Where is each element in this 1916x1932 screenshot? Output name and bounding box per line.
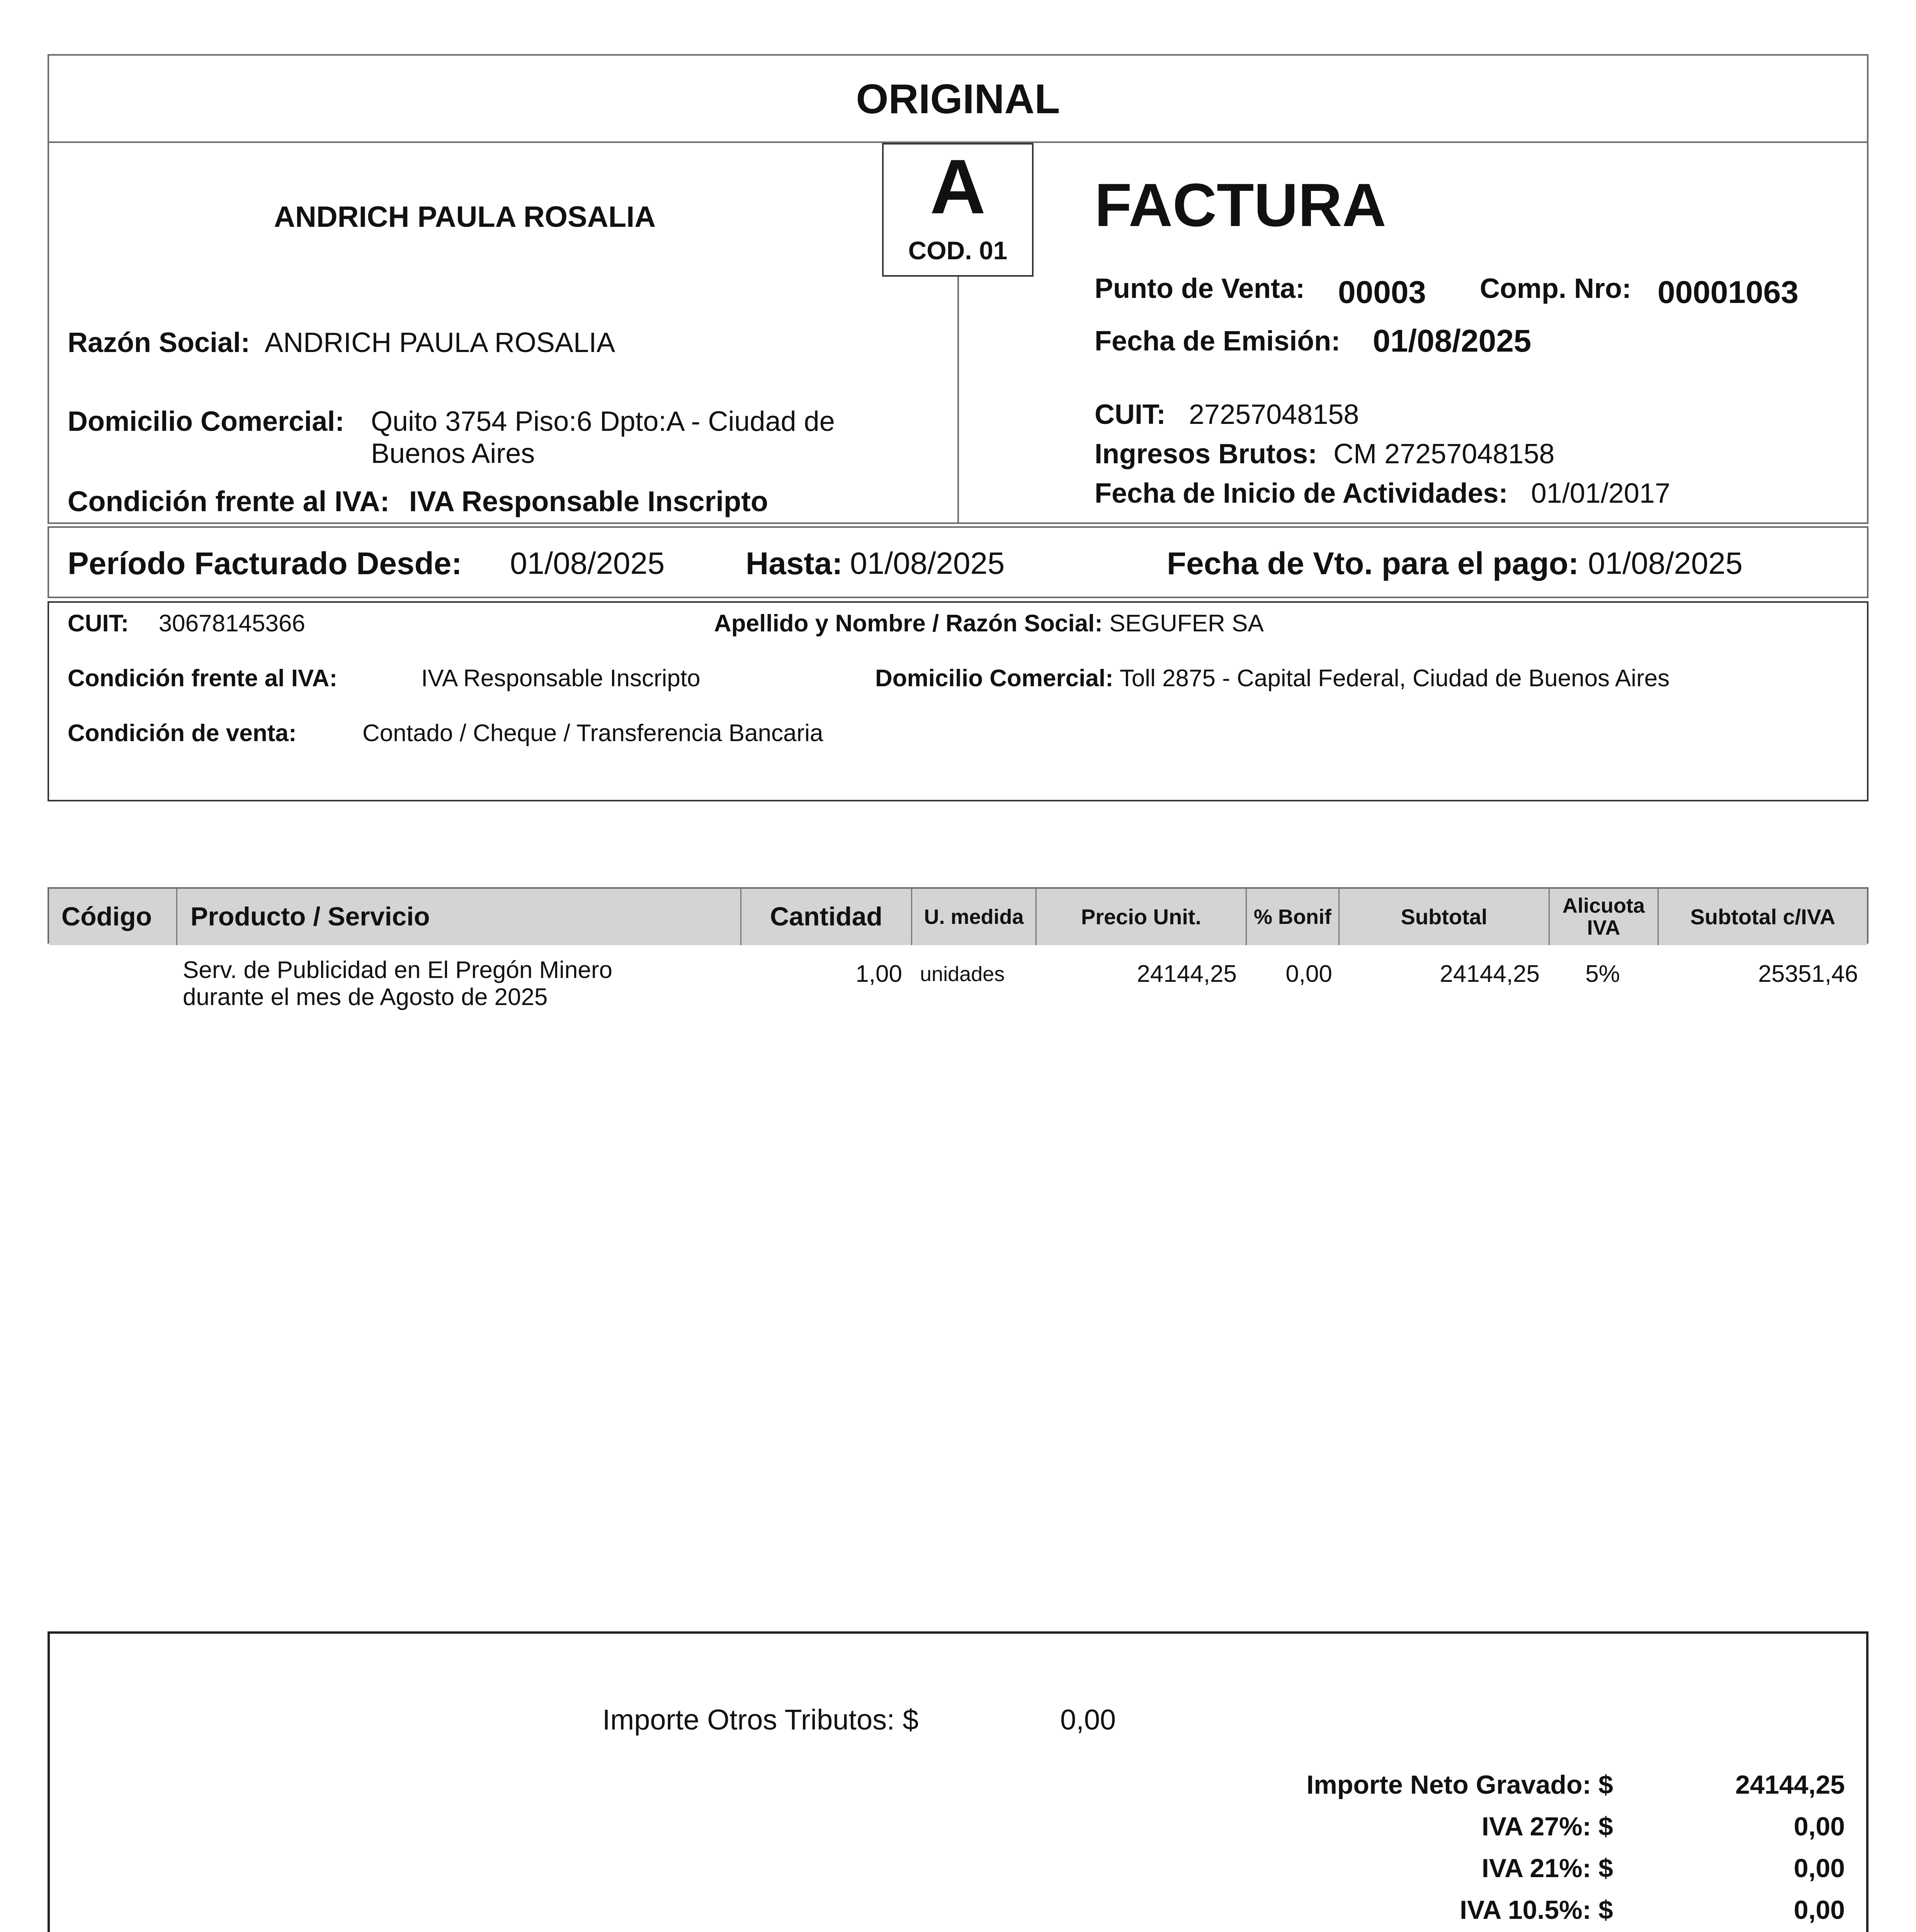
- col-subtotal-iva: Subtotal c/IVA: [1659, 889, 1867, 945]
- inicio-actividades-value: 01/01/2017: [1531, 478, 1671, 509]
- comp-nro-label: Comp. Nro:: [1480, 273, 1631, 304]
- cell-subtotal-iva: 25351,46: [1758, 961, 1858, 987]
- total-label-iva105: IVA 10.5%: $: [1460, 1895, 1613, 1925]
- col-precio: Precio Unit.: [1037, 889, 1247, 945]
- total-value-iva105: 0,00: [1794, 1895, 1845, 1925]
- issuer-razon-social: [68, 327, 615, 359]
- issuer-iva: [68, 485, 768, 518]
- domicilio-line1: Quito 3754 Piso:6 Dpto:A - Ciudad de: [371, 406, 835, 437]
- invoice-cuit-label: CUIT:: [1095, 399, 1166, 430]
- issuer-iva-label: Condición frente al IVA:: [68, 485, 390, 517]
- ingresos-brutos-label: Ingresos Brutos:: [1095, 439, 1318, 469]
- period-hasta-label: Hasta:: [746, 546, 843, 581]
- col-codigo: Código: [49, 889, 177, 945]
- fecha-emision-label: Fecha de Emisión:: [1095, 326, 1341, 357]
- col-alicuota-line1: Alicuota: [1562, 894, 1645, 918]
- items-table: [48, 887, 1868, 1119]
- invoice-code: COD. 01: [908, 236, 1008, 265]
- copy-label: ORIGINAL: [856, 75, 1060, 122]
- client-cuit: [68, 610, 305, 637]
- invoice-cuit-value: 27257048158: [1189, 399, 1359, 430]
- total-value-iva21: 0,00: [1794, 1854, 1845, 1883]
- total-value-iva27: 0,00: [1794, 1812, 1845, 1841]
- ingresos-brutos: [1095, 438, 1555, 470]
- period-vto-value: 01/08/2025: [1588, 546, 1743, 580]
- client-cuit-value: 30678145366: [158, 610, 305, 637]
- col-alicuota: [1550, 889, 1659, 945]
- cell-precio: 24144,25: [1137, 961, 1237, 987]
- fecha-emision-value: 01/08/2025: [1373, 323, 1532, 359]
- cell-producto-line2: durante el mes de Agosto de 2025: [183, 984, 548, 1010]
- punto-venta-value: 00003: [1338, 275, 1426, 310]
- period-desde-label: Período Facturado Desde:: [68, 546, 462, 581]
- invoice-type-box: [882, 143, 1034, 277]
- issuer-iva-value: IVA Responsable Inscripto: [409, 485, 768, 517]
- cell-producto-line1: Serv. de Publicidad en El Pregón Minero: [183, 957, 613, 983]
- invoice-title: FACTURA: [1095, 171, 1386, 239]
- client-domicilio-value: Toll 2875 - Capital Federal, Ciudad de Buenos Aires: [1119, 665, 1670, 692]
- col-cantidad: Cantidad: [741, 889, 912, 945]
- client-iva-value: IVA Responsable Inscripto: [421, 665, 700, 692]
- comp-nro-value: 00001063: [1658, 275, 1799, 310]
- header-divider: [957, 277, 959, 524]
- client-nombre-label: Apellido y Nombre / Razón Social:: [714, 610, 1103, 637]
- col-umedida: U. medida: [912, 889, 1037, 945]
- domicilio-line2: Buenos Aires: [371, 438, 535, 469]
- totals-box: [48, 1631, 1868, 1932]
- period-desde-value: 01/08/2025: [510, 546, 665, 580]
- razon-social-label: Razón Social:: [68, 327, 250, 358]
- razon-social-value: ANDRICH PAULA ROSALIA: [265, 327, 615, 358]
- total-label-iva21: IVA 21%: $: [1481, 1854, 1613, 1883]
- invoice-letter: A: [930, 144, 986, 230]
- client-domicilio-label: Domicilio Comercial:: [875, 665, 1114, 692]
- period-vto-label: Fecha de Vto. para el pago:: [1167, 546, 1579, 581]
- inicio-actividades: [1095, 478, 1670, 509]
- col-bonif: % Bonif: [1247, 889, 1340, 945]
- client-nombre: [714, 610, 1264, 637]
- invoice-cuit: [1095, 399, 1359, 430]
- total-value-neto: 24144,25: [1735, 1770, 1845, 1799]
- inicio-actividades-label: Fecha de Inicio de Actividades:: [1095, 478, 1508, 509]
- client-venta-label: Condición de venta:: [68, 720, 297, 747]
- col-producto: Producto / Servicio: [177, 889, 741, 945]
- otros-tributos-label: Importe Otros Tributos: $: [602, 1704, 919, 1736]
- client-venta-value: Contado / Cheque / Transferencia Bancaria: [362, 720, 823, 747]
- cell-subtotal: 24144,25: [1440, 961, 1540, 987]
- domicilio-label: Domicilio Comercial:: [68, 406, 345, 437]
- total-label-neto: Importe Neto Gravado: $: [1306, 1770, 1613, 1799]
- client-cuit-label: CUIT:: [68, 610, 129, 637]
- cell-bonif: 0,00: [1285, 961, 1332, 987]
- client-domicilio: [875, 665, 1669, 692]
- issuer-name: ANDRICH PAULA ROSALIA: [274, 201, 656, 233]
- otros-tributos-value: 0,00: [1060, 1704, 1116, 1736]
- cell-umedida: unidades: [920, 963, 1005, 986]
- items-header: [48, 887, 1868, 944]
- client-iva-label: Condición frente al IVA:: [68, 665, 338, 692]
- client-nombre-value: SEGUFER SA: [1109, 610, 1264, 637]
- period-hasta-value: 01/08/2025: [850, 546, 1005, 580]
- total-label-iva27: IVA 27%: $: [1481, 1812, 1613, 1841]
- ingresos-brutos-value: CM 27257048158: [1333, 439, 1555, 469]
- col-subtotal: Subtotal: [1340, 889, 1550, 945]
- cell-cantidad: 1,00: [855, 961, 902, 987]
- table-row: [48, 957, 1868, 1019]
- header-copy-box: [48, 54, 1868, 143]
- cell-alicuota: 5%: [1585, 961, 1620, 987]
- col-alicuota-line2: IVA: [1587, 916, 1620, 939]
- punto-venta-label: Punto de Venta:: [1095, 273, 1305, 304]
